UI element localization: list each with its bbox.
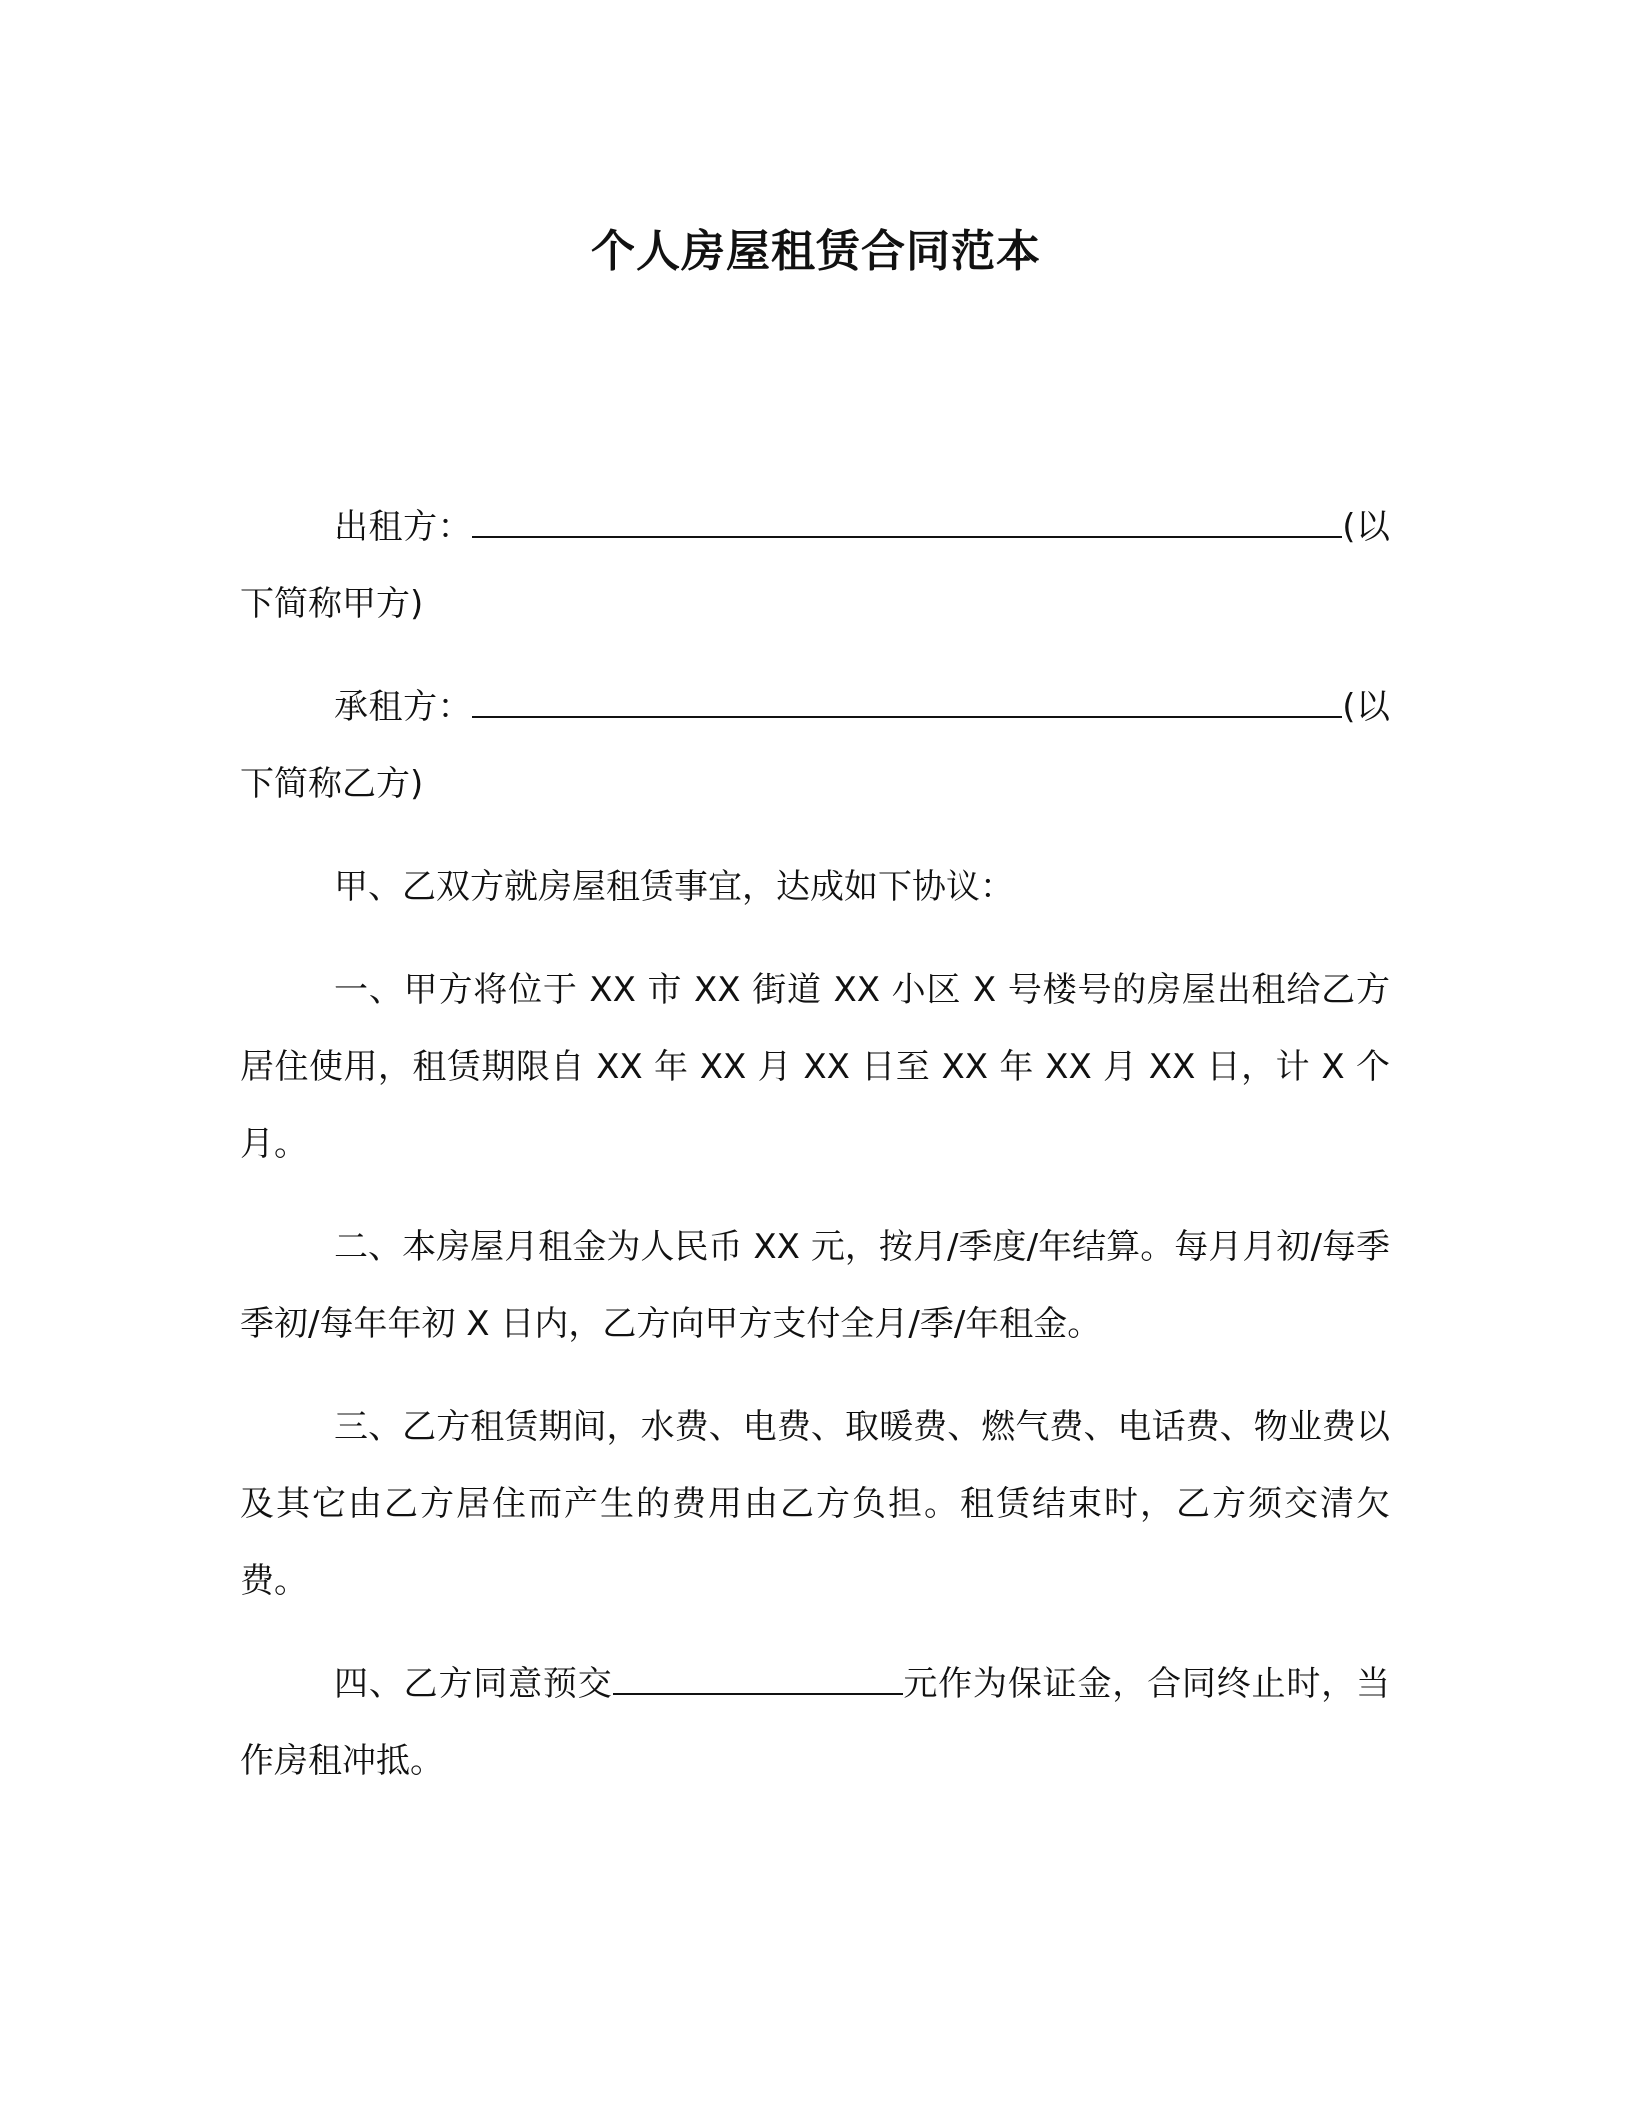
lessor-label: 出租方： xyxy=(334,507,473,547)
deposit-amount-blank xyxy=(613,1663,903,1695)
lessee-line xyxy=(240,669,1390,823)
lessor-line xyxy=(240,489,1390,643)
intro-paragraph: 甲、乙双方就房屋租赁事宜，达成如下协议： xyxy=(334,867,1014,907)
lessor-suffix: (以下简称甲方) xyxy=(240,507,1390,624)
clause-4 xyxy=(240,1646,1390,1800)
lessee-name-blank xyxy=(472,686,1342,718)
clause-4-after: 元作为保证金，合同终止时，当作房租冲抵。 xyxy=(240,1664,1391,1781)
document-title: 个人房屋租赁合同范本 xyxy=(591,226,1041,277)
clause-2: 二、本房屋月租金为人民币 XX 元，按月/季度/年结算。每月月初/每季季初/每年年初 X 日内，乙方向甲方支付全月/季/年租金。 xyxy=(240,1227,1390,1344)
lessee-suffix: (以下简称乙方) xyxy=(240,687,1390,804)
lessee-label: 承租方： xyxy=(334,687,473,727)
lessor-name-blank xyxy=(472,506,1342,538)
clause-4-before: 四、乙方同意预交 xyxy=(334,1664,613,1704)
document-body xyxy=(240,489,1390,1826)
clause-1: 一、甲方将位于 XX 市 XX 街道 XX 小区 X 号楼号的房屋出租给乙方居住使用，租赁期限自 XX 年 XX 月 XX 日至 XX 年 XX 月 XX 日，计 X 个月。 xyxy=(240,970,1390,1164)
clause-3: 三、乙方租赁期间，水费、电费、取暖费、燃气费、电话费、物业费以及其它由乙方居住而产生的费用由乙方负担。租赁结束时，乙方须交清欠费。 xyxy=(240,1407,1390,1601)
